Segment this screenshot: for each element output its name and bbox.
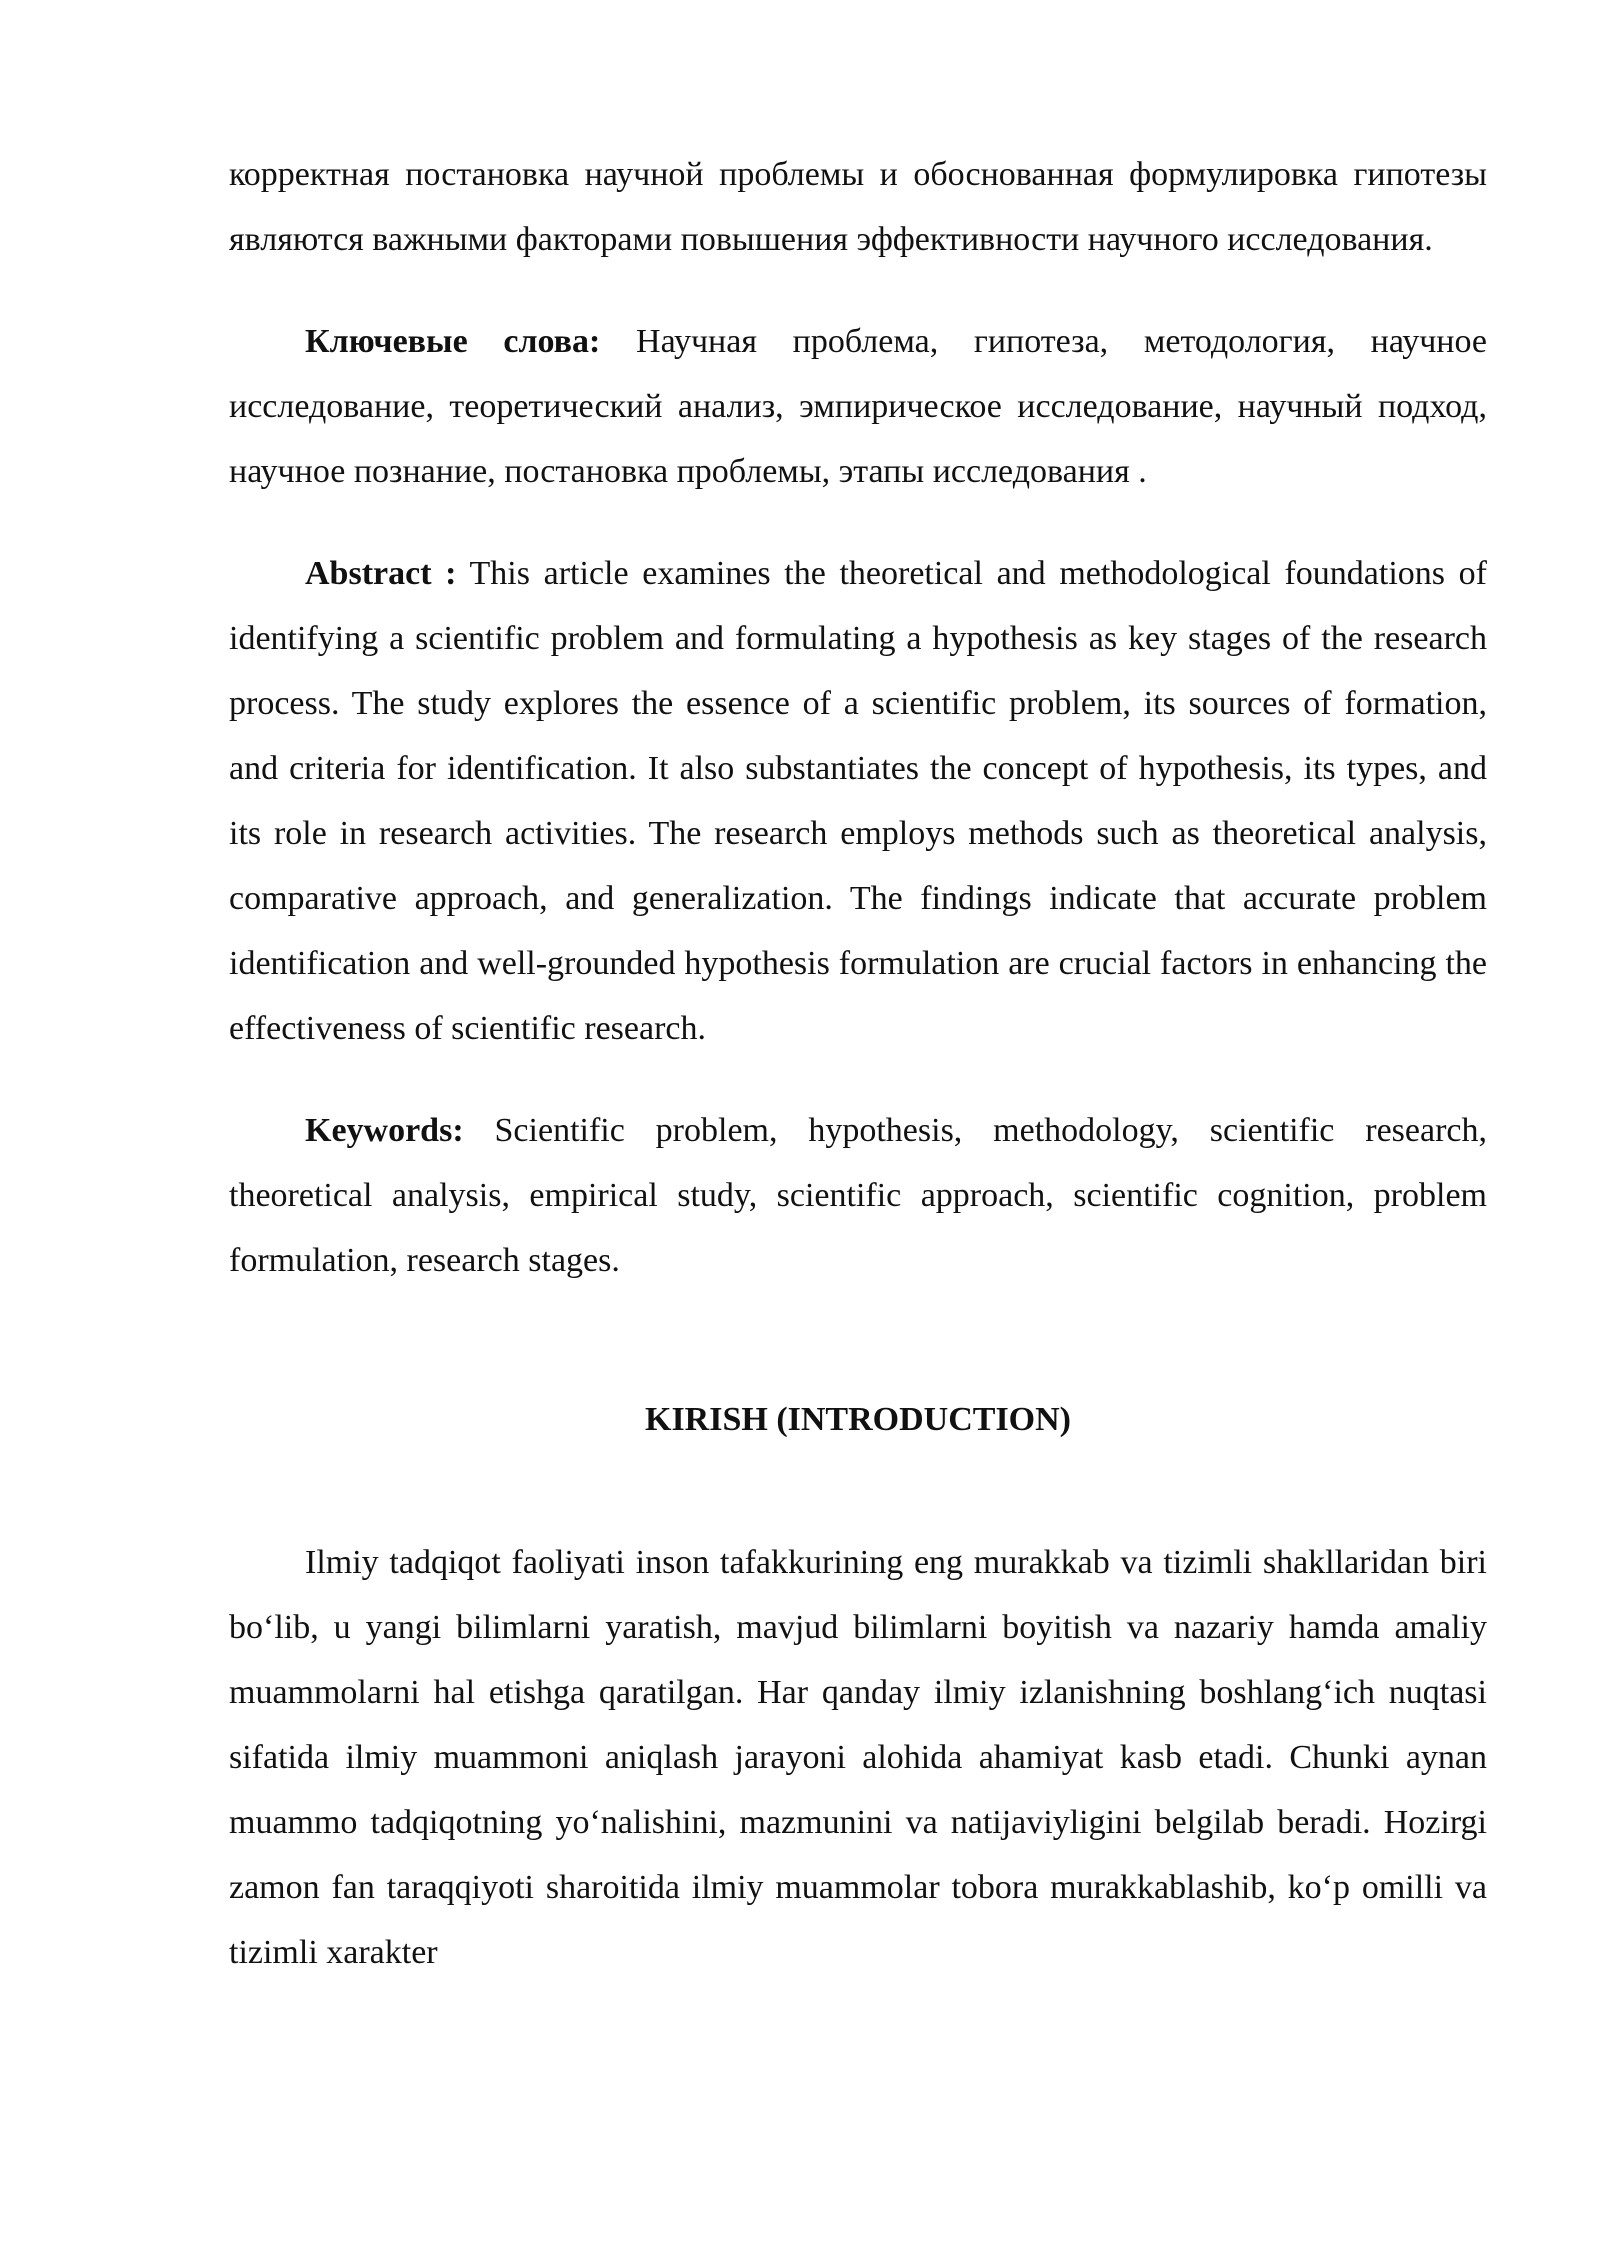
introduction-paragraph-text: Ilmiy tadqiqot faoliyati inson tafakkurining eng murakkab va tizimli shakllaridan biri bo‘lib, u yangi bilimlarni yaratish, mavjud bilimlarni boyitish va nazariy hamda amaliy muammolarni hal etishga qaratilgan. Har qanday ilmiy izlanishning boshlang‘ich nuqtasi sifatida ilmiy muammoni aniqlash jarayoni alohida ahamiyat kasb etadi. Chunki aynan muammo tadqiqotning yo‘nalishini, mazmunini va natijaviyligini belgilab beradi. Hozirgi zamon fan taraqqiyoti sharoitida ilmiy muammolar tobora murakkablashib, ko‘p omilli va tizimli xarakter xyxy=(229,1544,1487,1971)
russian-keywords-label: Ключевые слова: xyxy=(305,323,601,360)
english-keywords-paragraph xyxy=(229,1098,1487,1293)
english-keywords-label: Keywords: xyxy=(305,1112,464,1149)
english-keywords-text: Scientific problem, hypothesis, methodology, scientific research, theoretical analysis, empirical study, scientific approach, scientific cognition, problem formulation, research stages. xyxy=(229,1112,1487,1279)
english-abstract-paragraph xyxy=(229,541,1487,1061)
english-abstract-label: Abstract : xyxy=(305,555,457,592)
russian-keywords-text: Научная проблема, гипотеза, методология, научное исследование, теоретический анализ, эмпирическое исследование, научный подход, научное познание, постановка проблемы, этапы исследования . xyxy=(229,323,1487,490)
english-abstract-text: This article examines the theoretical and methodological foundations of identifying a scientific problem and formulating a hypothesis as key stages of the research process. The study explores the essence of a scientific problem, its sources of formation, and criteria for identification. It also substantiates the concept of hypothesis, its types, and its role in research activities. The research employs methods such as theoretical analysis, comparative approach, and generalization. The findings indicate that accurate problem identification and well-grounded hypothesis formulation are crucial factors in enhancing the effectiveness of scientific research. xyxy=(229,555,1488,1047)
introduction-paragraph xyxy=(229,1530,1487,1985)
introduction-heading: KIRISH (INTRODUCTION) xyxy=(645,1401,1071,1438)
page-content xyxy=(229,142,1487,2022)
russian-keywords-paragraph xyxy=(229,309,1487,504)
russian-abstract-ending xyxy=(229,142,1487,272)
russian-abstract-ending-text: корректная постановка научной проблемы и обоснованная формулировка гипотезы являются важными факторами повышения эффективности научного исследования. xyxy=(229,156,1487,258)
